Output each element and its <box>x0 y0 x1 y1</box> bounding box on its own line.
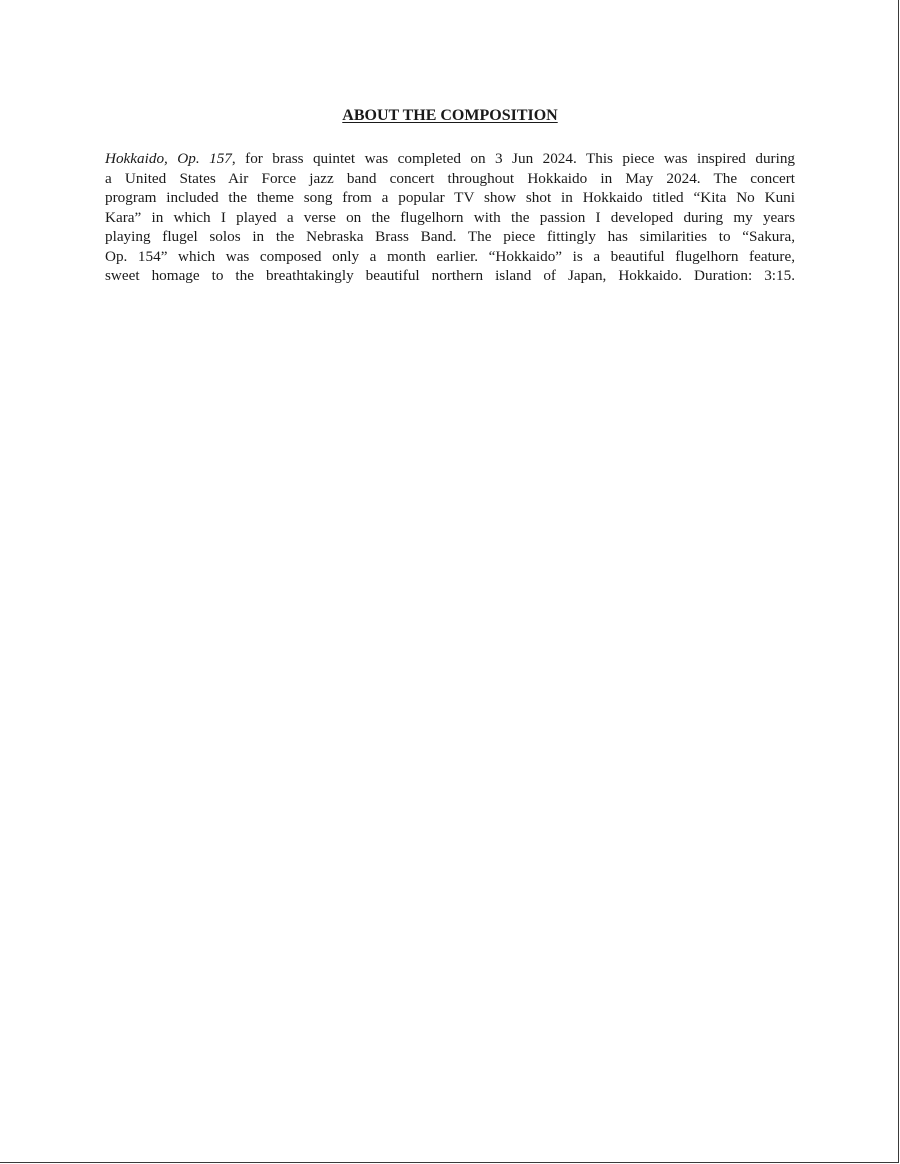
paragraph-line-4: Kara” in which I played a verse on the flugelhorn with the passion I developed during my years <box>105 208 795 226</box>
paragraph-line-5: playing flugel solos in the Nebraska Brass Band. The piece fittingly has similarities to “Sakura, <box>105 228 795 245</box>
paragraph-line-1-text: , for brass quintet was completed on 3 Jun 2024. This piece was inspired during <box>231 150 796 167</box>
paragraph-line-1 <box>105 149 795 169</box>
paragraph-line-3: program included the theme song from a popular TV show shot in Hokkaido titled “Kita No Kuni <box>105 189 795 206</box>
composition-description <box>105 149 795 286</box>
section-heading: ABOUT THE COMPOSITION <box>342 107 558 124</box>
paragraph-line-7: sweet homage to the breathtakingly beautiful northern island of Japan, Hokkaido. Duration: 3:15. <box>105 267 795 284</box>
paragraph-line-2: a United States Air Force jazz band concert throughout Hokkaido in May 2024. The concert <box>105 169 795 187</box>
composition-title: Hokkaido, Op. 157 <box>105 150 232 167</box>
paragraph-line-6: Op. 154” which was composed only a month earlier. “Hokkaido” is a beautiful flugelhorn feature, <box>105 247 795 265</box>
